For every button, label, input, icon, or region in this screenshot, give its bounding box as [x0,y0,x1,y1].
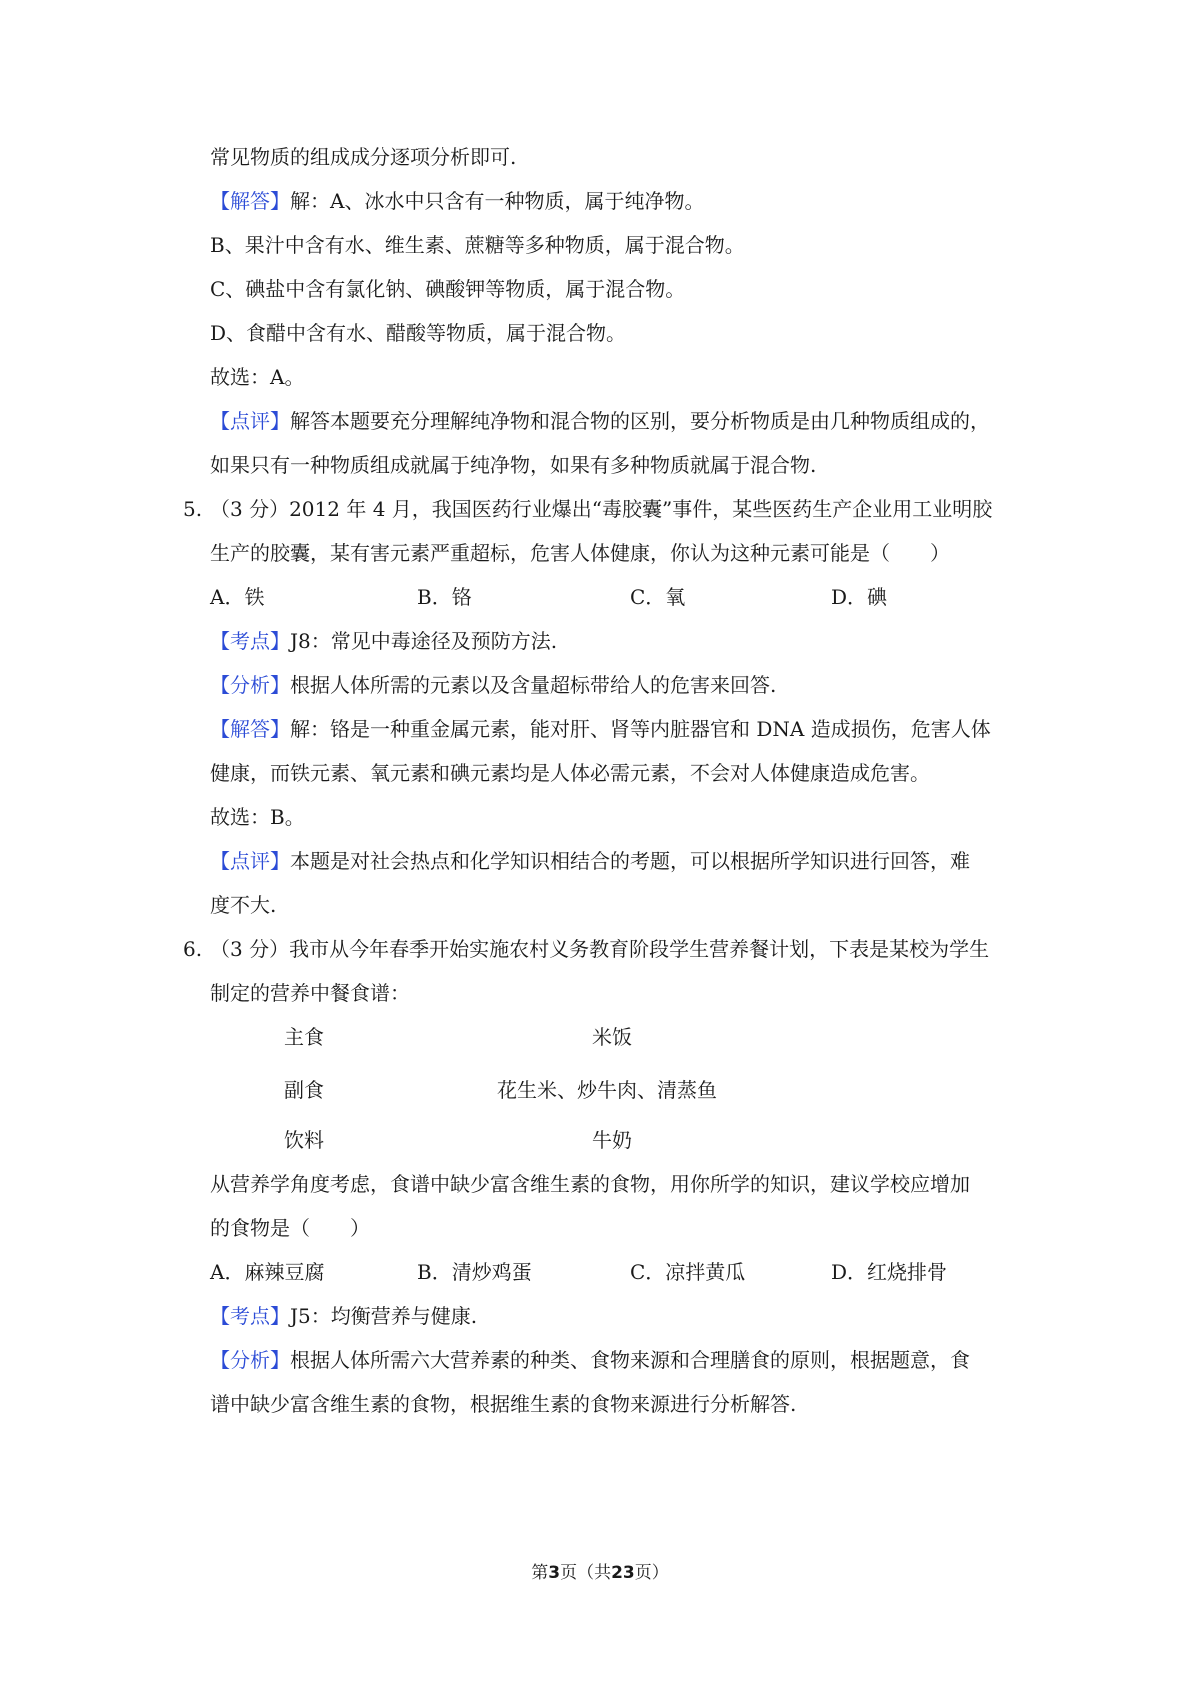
text-line: 根据人体所需的元素以及含量超标带给人的危害来回答. [290,673,777,697]
menu-label: 饮料 [284,1128,324,1152]
text-line: D、食醋中含有水、醋酸等物质，属于混合物。 [210,321,627,345]
kaodian-block [210,1304,477,1328]
question-text: （3 分）2012 年 4 月，我国医药行业爆出“毒胶囊”事件，某些医药生产企业用工业明胶 [210,497,993,521]
text-line: 解：铬是一种重金属元素，能对肝、肾等内脏器官和 DNA 造成损伤，危害人体 [290,717,991,741]
page-number: 3 [548,1563,561,1583]
text-line: J5：均衡营养与健康. [290,1304,478,1328]
menu-label: 副食 [284,1078,324,1102]
option-b: B．清炒鸡蛋 [417,1260,532,1284]
comment-block [210,409,990,433]
option-a: A．麻辣豆腐 [210,1260,325,1284]
kaodian-block [210,629,557,653]
answer-block [210,189,704,213]
text-line: 常见物质的组成成分逐项分析即可. [210,145,517,169]
total-pages: 23 [611,1563,635,1583]
text-line: 故选：A。 [210,365,305,389]
comment-tag: 【点评】 [210,849,290,873]
comment-tag: 【点评】 [210,409,290,433]
question-number: 5. [183,497,203,521]
text-line: 解答本题要充分理解纯净物和混合物的区别，要分析物质是由几种物质组成的， [290,409,990,433]
option-a: A．铁 [210,585,265,609]
menu-label: 主食 [284,1025,324,1049]
kaodian-tag: 【考点】 [210,1304,290,1328]
analysis-tag: 【分析】 [210,1348,290,1372]
option-b: B．铬 [417,585,472,609]
menu-value: 米饭 [592,1025,632,1049]
question-number: 6. [183,937,203,961]
text-line: 健康，而铁元素、氧元素和碘元素均是人体必需元素，不会对人体健康造成危害。 [210,761,930,785]
option-d: D．红烧排骨 [831,1260,948,1284]
analysis-tag: 【分析】 [210,673,290,697]
answer-tag: 【解答】 [210,189,290,213]
text-line: B、果汁中含有水、维生素、蔗糖等多种物质，属于混合物。 [210,233,745,257]
text-line: 如果只有一种物质组成就属于纯净物，如果有多种物质就属于混合物. [210,453,817,477]
analysis-block [210,673,776,697]
question-text: 从营养学角度考虑，食谱中缺少富含维生素的食物，用你所学的知识，建议学校应增加 [210,1172,970,1196]
page-footer: 第3页（共23页） [531,1563,669,1583]
question-text: （3 分）我市从今年春季开始实施农村义务教育阶段学生营养餐计划，下表是某校为学生 [210,937,990,961]
analysis-block [210,1348,970,1372]
text-line: 解：A、冰水中只含有一种物质，属于纯净物。 [290,189,705,213]
question-text: 的食物是（ ） [210,1216,370,1240]
text-line: C、碘盐中含有氯化钠、碘酸钾等物质，属于混合物。 [210,277,686,301]
menu-value: 牛奶 [592,1128,632,1152]
option-d: D．碘 [831,585,888,609]
question-text: 制定的营养中餐食谱： [210,981,410,1005]
text-line: 根据人体所需六大营养素的种类、食物来源和合理膳食的原则，根据题意，食 [290,1348,970,1372]
kaodian-tag: 【考点】 [210,629,290,653]
answer-block [210,717,991,741]
answer-tag: 【解答】 [210,717,290,741]
text-line: 度不大. [210,893,277,917]
text-line: 本题是对社会热点和化学知识相结合的考题，可以根据所学知识进行回答，难 [290,849,970,873]
text-line: 故选：B。 [210,805,305,829]
option-c: C．凉拌黄瓜 [630,1260,746,1284]
text-line: 谱中缺少富含维生素的食物，根据维生素的食物来源进行分析解答. [210,1392,797,1416]
text-line: J8：常见中毒途径及预防方法. [290,629,558,653]
question-text: 生产的胶囊，某有害元素严重超标，危害人体健康，你认为这种元素可能是（ ） [210,541,950,565]
comment-block [210,849,970,873]
menu-value: 花生米、炒牛肉、清蒸鱼 [497,1078,717,1102]
option-c: C．氧 [630,585,686,609]
